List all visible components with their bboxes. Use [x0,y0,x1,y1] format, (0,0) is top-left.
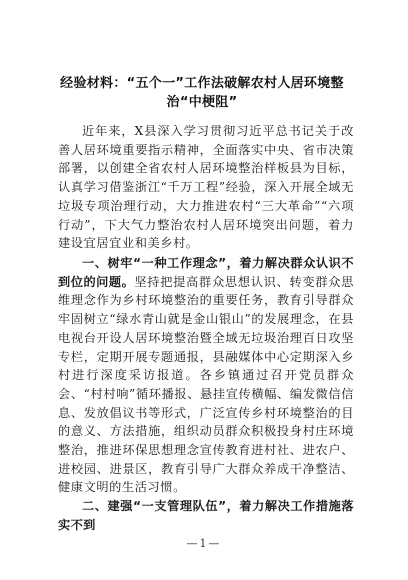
section-2-heading: 二、建强“一支管理队伍”，着力解决工作措施落实不到 [58,499,354,532]
document-title: 经验材料：“五个一”工作法破解农村人居环境整治“中梗阻” [60,76,344,110]
intro-paragraph: 近年来，X县深入学习贯彻习近平总书记关于改善人居环境重要指示精神，全面落实中央、省市决策部署，以创建全省农村人居环境整治样板县为目标，认真学习借鉴浙江“千万工程”经验，深入开展全域无垃圾专项治理行动，大力推进农村“三大革命”“六项行动”，下大气力整治农村人居环境突出问题，着力建设宜居宜业和美乡村。 [58,124,354,251]
section-1-heading: 一、树牢“一种工作理念”，着力解决群众认识不到位的问题。 [58,256,354,289]
section-1-body: 坚持把提高群众思想认识、转变群众思维理念作为乡村环境整治的重要任务，教育引导群众牢固树立“绿水青山就是金山银山”的发展理念，在县电视台开设人居环境整治暨全域无垃圾治理百日攻坚专栏，定期开展专题通报，县融媒体中心定期深入乡村进行深度采访报道。各乡镇通过召开党员群众会、“村村响”循环播报、悬挂宣传横幅、编发微信信息、发放倡议书等形式，广泛宣传乡村环境整治的目的意义、方法措施，组织动员群众积极投身村庄环境整治，推进环保思想理念宣传教育进村社、进农户、进校园、进景区，教育引导广大群众养成干净整洁、健康文明的生活习惯。 [58,274,355,495]
section-1-paragraph [58,254,354,497]
page-number: —1— [186,537,222,550]
section-2-paragraph [58,497,354,534]
